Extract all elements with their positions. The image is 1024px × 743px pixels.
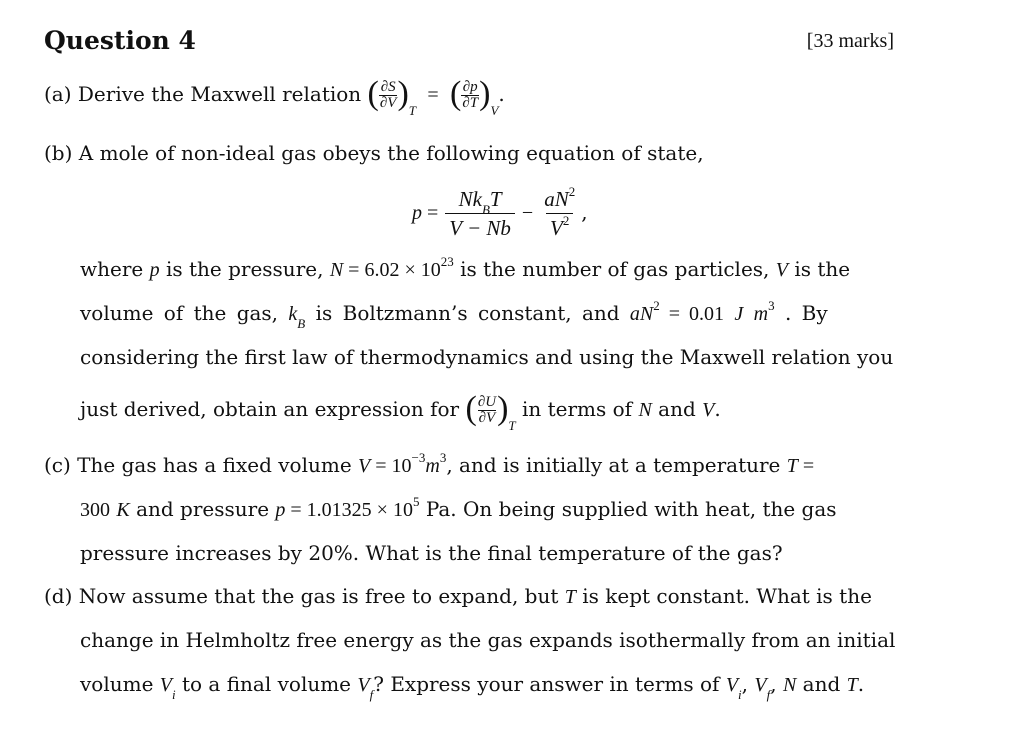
maxwell-rhs: ( $\frac{\partial p}{\partial T}$ )$_V$ (450, 74, 499, 118)
text: to a final volume (181, 672, 352, 696)
text: is kept constant. What is the (582, 584, 872, 608)
pressure-value: 1.01325 × 10 (306, 499, 413, 521)
part-d-label: (d) (44, 584, 73, 608)
text: pressure increases by 20%. What is the final temperature of the gas? (80, 541, 783, 565)
text: Now assume that the gas is free to expand, but (78, 584, 559, 608)
part-b-intro-line (44, 139, 704, 167)
part-a-text: Derive the Maxwell relation (77, 82, 362, 106)
text: Pa. On being supplied with heat, the gas (425, 497, 837, 521)
part-c-label: (c) (44, 453, 71, 477)
part-c-line-3 (80, 539, 783, 567)
text: where (80, 257, 144, 281)
part-d-line-3: volume $V_i$ to a final volume $V_f$? Express your answer in terms of $V_i$, $V_f$, N and T. (80, 672, 865, 702)
part-d-line-2 (80, 626, 895, 654)
text: in terms of (521, 397, 633, 421)
text: change in Helmholtz free energy as the gas expands isothermally from an initial (80, 628, 896, 652)
dU-dV-derivative: ( $\frac{\partial U}{\partial V}$ )$_T$ (465, 389, 516, 433)
an2-value: 0.01 (689, 303, 725, 325)
part-a-label: (a) (44, 82, 72, 106)
n-exponent: 23 (440, 254, 454, 270)
text: just derived, obtain an expression for (80, 397, 460, 421)
text: is Boltzmann’s constant, and (315, 301, 620, 325)
text: The gas has a fixed volume (77, 453, 352, 477)
part-b-intro: A mole of non-ideal gas obeys the following equation of state, (78, 141, 704, 165)
text: , and is initially at a temperature (446, 453, 781, 477)
text: and pressure (136, 497, 270, 521)
text: is the (794, 257, 851, 281)
text: and (658, 397, 696, 421)
unit-exponent: 3 (768, 298, 775, 314)
n-value: 6.02 × 10 (364, 259, 441, 281)
text: ? Express your answer in terms of (373, 672, 720, 696)
part-d-line-1: (d) Now assume that the gas is free to expand, but T is kept constant. What is the (44, 584, 872, 608)
text: . By (784, 301, 828, 325)
volume-exponent: −3 (411, 450, 426, 466)
part-b-line-4: just derived, obtain an expression for ( $\frac{\partial U}{\partial V}$ )$_T$ in terms of N and V. (80, 389, 721, 433)
part-b-line-2: volume of the gas, $k_B$ is Boltzmann’s constant, and $aN^2 = 0.01$ J $m^3$ . By (80, 298, 828, 331)
part-c-line-1: (c) The gas has a fixed volume $V = 10^{-3}m^3$, and is initially at a temperature T = (44, 450, 815, 477)
pressure-exponent: 5 (412, 494, 420, 510)
part-b-line-3 (80, 343, 893, 371)
equation-of-state: p = $\frac{Nk_BT}{V - Nb}$ − $\frac{aN^2}{V^2}$ , (412, 184, 588, 240)
part-b-line-1: where p is the pressure, $N = 6.02 \times 10^{23}$ is the number of gas particles, V is the (80, 254, 851, 281)
part-a-line: (a) Derive the Maxwell relation ( $\frac{\partial S}{\partial V}$ )$_T$ = ( $\frac{\partial p}{\partial T}$ )$_V$. (44, 74, 505, 118)
part-b-label: (b) (44, 141, 73, 165)
page-title: Question 4 (44, 26, 196, 55)
text: volume (80, 672, 154, 696)
marks-label: [33 marks] (806, 30, 894, 52)
maxwell-lhs: ( $\frac{\partial S}{\partial V}$ )$_T$ (367, 74, 417, 118)
text: is the number of gas particles, (460, 257, 770, 281)
text: volume of the gas, (80, 301, 279, 325)
temperature-value: 300 (80, 499, 110, 521)
part-c-line-2: 300 K and pressure $p = 1.01325 \times 10^5$ Pa. On being supplied with heat, the gas (80, 494, 837, 521)
text: is the pressure, (165, 257, 324, 281)
text: considering the first law of thermodynamics and using the Maxwell relation you (80, 345, 894, 369)
